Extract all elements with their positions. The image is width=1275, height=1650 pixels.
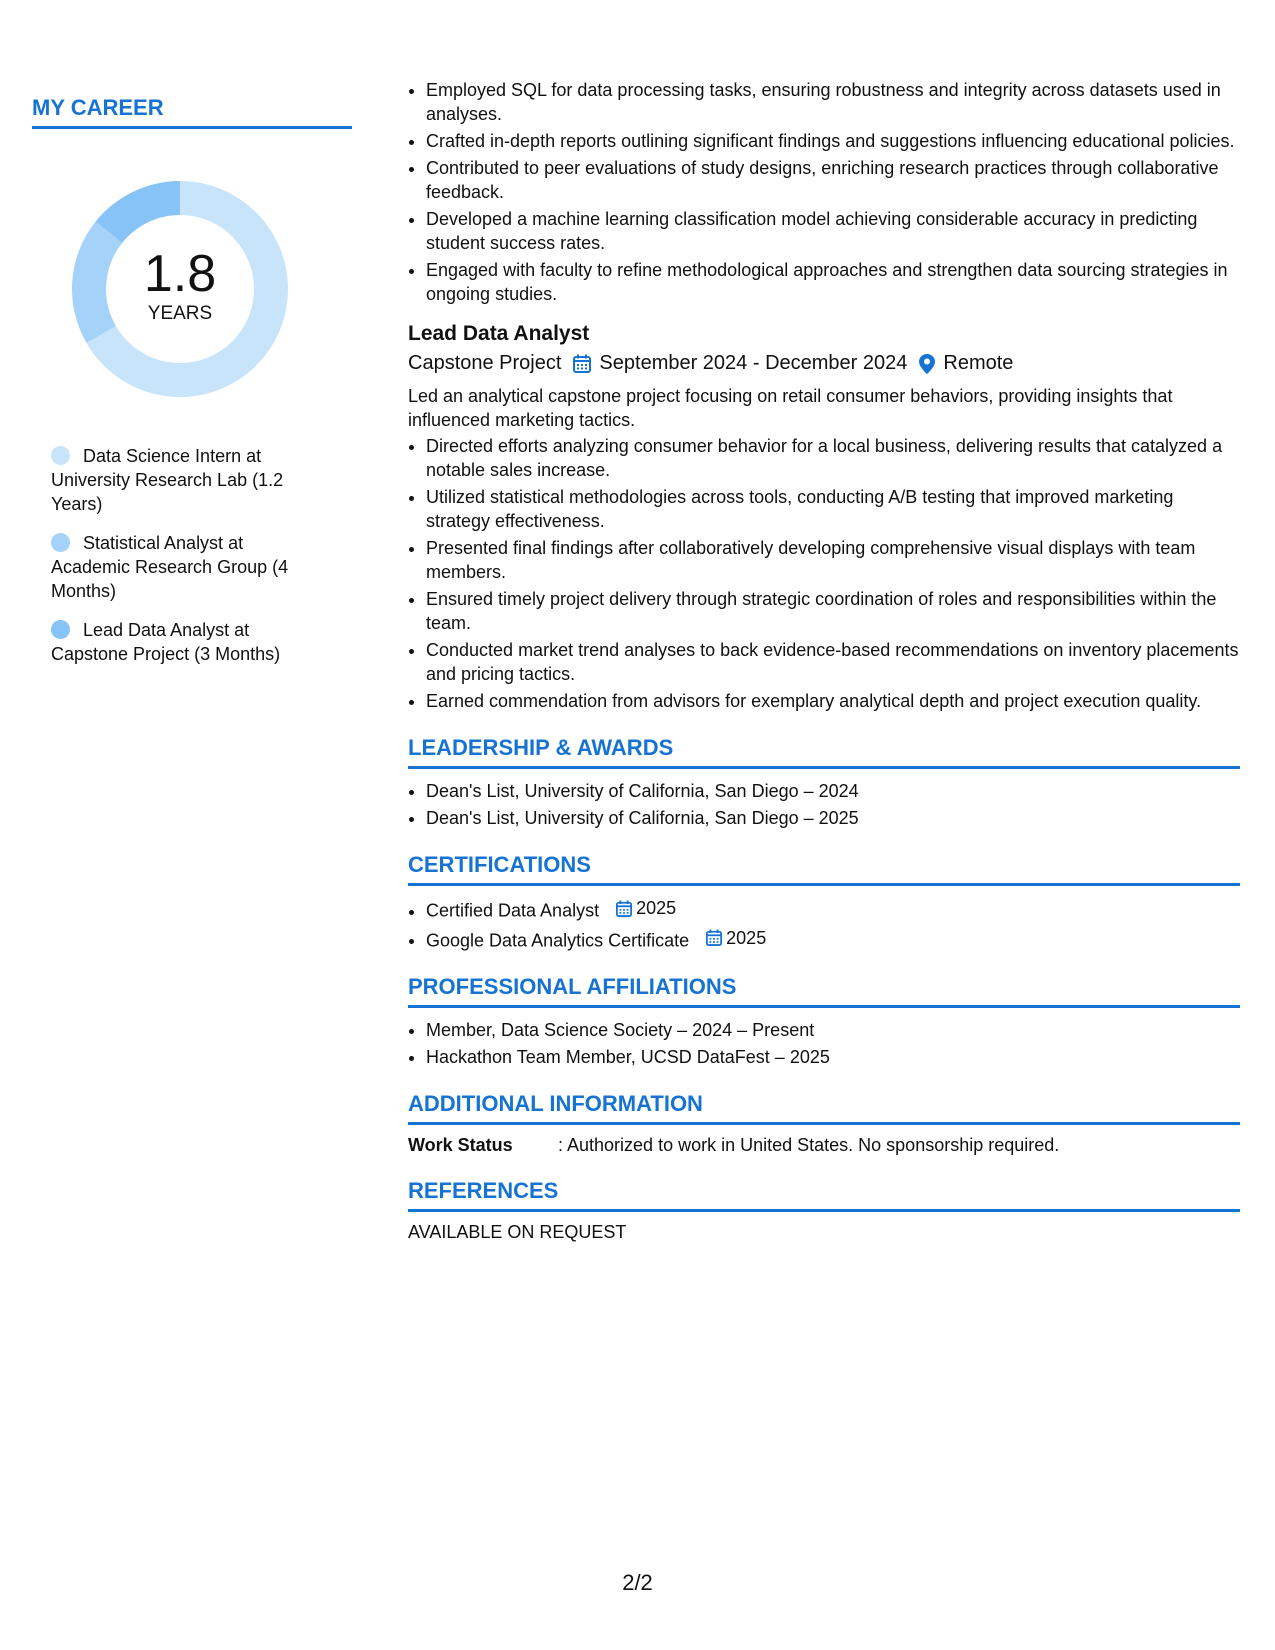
legend-item	[51, 531, 326, 603]
location-pin-icon	[919, 354, 935, 374]
work-status-row	[408, 1135, 1240, 1156]
job-description: Led an analytical capstone project focusing on retail consumer behaviors, providing insights that influenced marketing tactics.	[408, 386, 1173, 430]
cert-date	[706, 926, 766, 950]
job-dates: September 2024 - December 2024	[599, 352, 908, 374]
section-title-additional: ADDITIONAL INFORMATION	[408, 1091, 703, 1116]
section-title-references: REFERENCES	[408, 1178, 559, 1203]
cert-year: 2025	[636, 898, 677, 918]
affiliations-list	[408, 1018, 1240, 1069]
list-item: • Crafted in-depth reports outlining significant findings and suggestions influencing educational policies.	[426, 129, 1240, 153]
legend-item	[51, 618, 326, 666]
calendar-icon	[706, 929, 722, 946]
main-content	[408, 78, 1240, 1243]
section-divider	[408, 883, 1240, 886]
list-item: • Engaged with faculty to refine methodological approaches and strengthen data sourcing strategies in ongoing studies.	[426, 258, 1240, 306]
legend-dot	[51, 620, 70, 639]
list-item: • Contributed to peer evaluations of study designs, enriching research practices through collaborative feedback.	[426, 156, 1240, 204]
total-years-label: YEARS	[147, 303, 213, 324]
previous-job-bullets	[408, 78, 1240, 306]
list-item: • Hackathon Team Member, UCSD DataFest – 2025	[426, 1045, 1240, 1069]
legend-dot	[51, 533, 70, 552]
certifications-list	[408, 896, 1240, 952]
list-item: • Dean's List, University of California, San Diego – 2024	[426, 779, 1240, 803]
section-divider	[408, 766, 1240, 769]
calendar-icon	[573, 354, 591, 373]
legend-label: Statistical Analyst at Academic Research Group (4 Months)	[51, 533, 289, 601]
list-item: • Presented final findings after collaboratively developing comprehensive visual displays with team members.	[426, 536, 1240, 584]
career-title: MY CAREER	[32, 95, 164, 120]
work-status-value: : Authorized to work in United States. No sponsorship required.	[558, 1135, 1060, 1155]
career-divider	[32, 126, 352, 129]
legend-label: Data Science Intern at University Research Lab (1.2 Years)	[51, 446, 284, 514]
list-item: • Member, Data Science Society – 2024 – Present	[426, 1018, 1240, 1042]
work-status-key: Work Status	[408, 1135, 513, 1155]
list-item	[426, 896, 1240, 923]
list-item: • Directed efforts analyzing consumer behavior for a local business, delivering results that catalyzed a notable sales increase.	[426, 434, 1240, 482]
career-donut-chart	[65, 174, 295, 404]
list-item: • Utilized statistical methodologies across tools, conducting A/B testing that improved marketing strategy effectiveness.	[426, 485, 1240, 533]
legend-dot	[51, 446, 70, 465]
page-number: 2/2	[622, 1570, 653, 1595]
job-meta	[408, 352, 1240, 375]
total-years: 1.8	[143, 245, 217, 303]
references-text: AVAILABLE ON REQUEST	[408, 1222, 627, 1242]
calendar-icon	[616, 900, 632, 917]
cert-name: Certified Data Analyst	[426, 900, 600, 921]
section-title-leadership: LEADERSHIP & AWARDS	[408, 735, 674, 760]
cert-name: Google Data Analytics Certificate	[426, 930, 690, 950]
list-item: • Developed a machine learning classification model achieving considerable accuracy in predicting student success rates.	[426, 207, 1240, 255]
cert-date	[616, 896, 676, 920]
section-divider	[408, 1005, 1240, 1008]
list-item: • Ensured timely project delivery through strategic coordination of roles and responsibilities within the team.	[426, 587, 1240, 635]
list-item: • Earned commendation from advisors for exemplary analytical depth and project execution quality.	[426, 689, 1240, 713]
list-item	[426, 926, 1240, 953]
section-divider	[408, 1122, 1240, 1125]
list-item: • Employed SQL for data processing tasks, ensuring robustness and integrity across datasets used in analyses.	[426, 78, 1240, 126]
legend-item	[51, 444, 326, 516]
sidebar	[32, 95, 352, 681]
job-company: Capstone Project	[408, 352, 562, 374]
job-location: Remote	[943, 352, 1014, 374]
career-legend	[51, 444, 326, 666]
section-divider	[408, 1209, 1240, 1212]
leadership-list	[408, 779, 1240, 830]
job-title: Lead Data Analyst	[408, 322, 590, 345]
section-title-certifications: CERTIFICATIONS	[408, 852, 591, 877]
job-bullets	[408, 434, 1240, 713]
cert-year: 2025	[726, 927, 767, 948]
section-title-affiliations: PROFESSIONAL AFFILIATIONS	[408, 974, 737, 999]
list-item: • Dean's List, University of California, San Diego – 2025	[426, 806, 1240, 830]
legend-label: Lead Data Analyst at Capstone Project (3 Months)	[51, 620, 281, 664]
list-item: • Conducted market trend analyses to back evidence-based recommendations on inventory placements and pricing tactics.	[426, 638, 1240, 686]
donut-center	[65, 174, 295, 404]
